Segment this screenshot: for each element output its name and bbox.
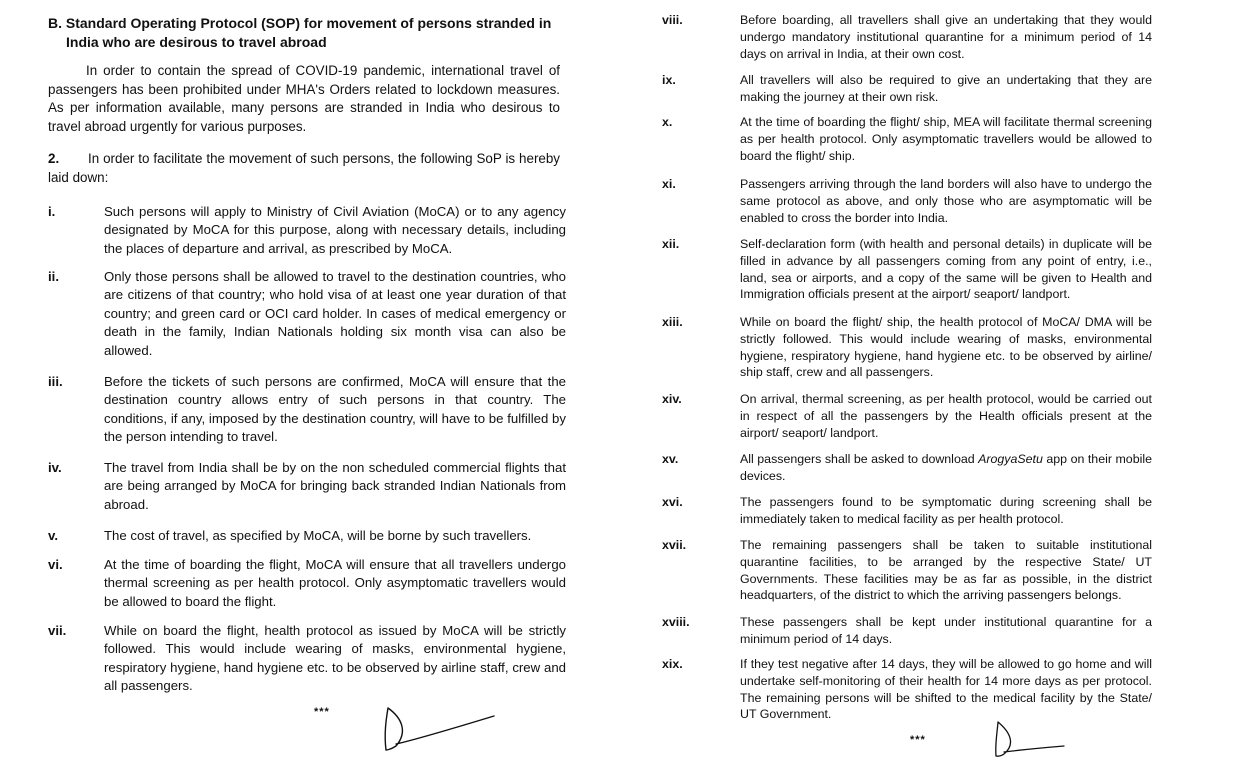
item-text: The travel from India shall be by on the non scheduled commercial flights that are being arranged by MoCA for bringing back stranded Indian Nationals from abroad. (104, 460, 566, 512)
item-number: x. (662, 115, 673, 129)
paragraph-2 (48, 150, 560, 187)
item-number: xviii. (662, 615, 690, 629)
item-number: xix. (662, 657, 683, 671)
item-number: xiv. (662, 392, 682, 406)
intro-text: In order to contain the spread of COVID-19 pandemic, international travel of passengers has been prohibited under MHA's Orders related to lockdown measures. As per information available, many persons are stranded in India who desirous to travel abroad urgently for various purposes. (48, 63, 560, 134)
item-number: xv. (662, 452, 679, 466)
item-number: xvii. (662, 538, 687, 552)
heading-line-2: India who are desirous to travel abroad (66, 34, 327, 50)
item-number: vi. (48, 557, 63, 572)
item-text: The remaining passengers shall be taken to suitable institutional quarantine facilities, to be arranged by the respective State/ UT Governments. These facilities may be as far as possible, in the district headquarters, of the district to which the arriving passengers belongs. (740, 538, 1152, 603)
item-number: vii. (48, 623, 67, 638)
item-text: Before the tickets of such persons are confirmed, MoCA will ensure that the destination country allows entry of such persons in that country. The conditions, if any, imposed by the destination country, will have to be fulfilled by the person intending to travel. (104, 374, 566, 445)
item-text: Self-declaration form (with health and personal details) in duplicate will be filled in advance by all passengers coming from any point of entry, i.e., land, sea or airports, and a copy of the same will be given to Health and Immigration officials present at the airport/ seaport/ landport. (740, 237, 1152, 302)
intro-paragraph (48, 62, 560, 136)
item-text: At the time of boarding the flight, MoCA will ensure that all travellers undergo thermal screening as per health protocol. Only asymptomatic travellers would be allowed to board the flight. (104, 557, 566, 609)
item-number: ix. (662, 73, 676, 87)
paragraph-number: 2. (48, 151, 60, 166)
item-text: Such persons will apply to Ministry of Civil Aviation (MoCA) or to any agency designated by MoCA for this purpose, along with necessary details, including the places of departure and arrival, as prescribed by MoCA. (104, 204, 566, 256)
left-page (0, 0, 610, 774)
item-number: xii. (662, 237, 680, 251)
item-number: i. (48, 204, 56, 219)
paragraph-2-text: In order to facilitate the movement of such persons, the following SoP is hereby laid down: (48, 151, 560, 185)
item-text: While on board the flight/ ship, the health protocol of MoCA/ DMA will be strictly followed. This would include wearing of masks, environmental hygiene, respiratory hygiene, hand hygiene etc. to be observed by airline/ ship staff, crew and all passengers. (740, 315, 1152, 380)
item-text: While on board the flight, health protocol as issued by MoCA will be strictly followed. This would include wearing of masks, environmental hygiene, respiratory hygiene, hand hygiene etc. to be observed by airline staff, crew and all passengers. (104, 623, 566, 694)
end-stars: *** (314, 706, 330, 718)
section-heading (48, 14, 568, 52)
item-text: All passengers shall be asked to download ArogyaSetu app on their mobile devices. (740, 452, 1152, 483)
signature-mark (990, 716, 1070, 764)
item-text: The passengers found to be symptomatic during screening shall be immediately taken to medical facility as per health protocol. (740, 495, 1152, 526)
end-stars: *** (910, 734, 926, 746)
signature-mark (378, 700, 503, 758)
item-number: iii. (48, 374, 63, 389)
item-text: At the time of boarding the flight/ ship, MEA will facilitate thermal screening as per health protocol. Only asymptomatic travellers would be allowed to board the flight/ ship. (740, 115, 1152, 163)
item-number: iv. (48, 460, 62, 475)
item-number: v. (48, 528, 59, 543)
item-number: xi. (662, 177, 676, 191)
item-text: Before boarding, all travellers shall give an undertaking that they would undergo mandatory institutional quarantine for a minimum period of 14 days on arrival in India, at their own cost. (740, 13, 1152, 61)
item-text: These passengers shall be kept under institutional quarantine for a minimum period of 14 days. (740, 615, 1152, 646)
app-name: ArogyaSetu (978, 452, 1043, 466)
item-text: The cost of travel, as specified by MoCA, will be borne by such travellers. (104, 528, 532, 543)
item-text: Only those persons shall be allowed to travel to the destination countries, who are citizens of that country; who hold visa of at least one year duration of that country; and green card or OCI card holder. In cases of medical emergency or death in the family, Indian Nationals holding six month visa can also be allowed. (104, 269, 566, 358)
item-number: xvi. (662, 495, 683, 509)
item-text: On arrival, thermal screening, as per health protocol, would be carried out in respect of all the passengers by the Health officials present at the airport/ seaport/ landport. (740, 392, 1152, 440)
item-number: ii. (48, 269, 59, 284)
item-number: viii. (662, 13, 683, 27)
item-text: Passengers arriving through the land borders will also have to undergo the same protocol as above, and only those who are asymptomatic will be enabled to cross the border into India. (740, 177, 1152, 225)
right-page (640, 0, 1247, 774)
item-number: xiii. (662, 315, 683, 329)
item-text: If they test negative after 14 days, they will be allowed to go home and will undertake self-monitoring of their health for 14 more days as per protocol. The remaining persons will be shifted to the medical facility by the State/ UT Government. (740, 657, 1152, 722)
heading-line-1: B. Standard Operating Protocol (SOP) for movement of persons stranded in (48, 15, 552, 31)
item-text: All travellers will also be required to give an undertaking that they are making the journey at their own risk. (740, 73, 1152, 104)
